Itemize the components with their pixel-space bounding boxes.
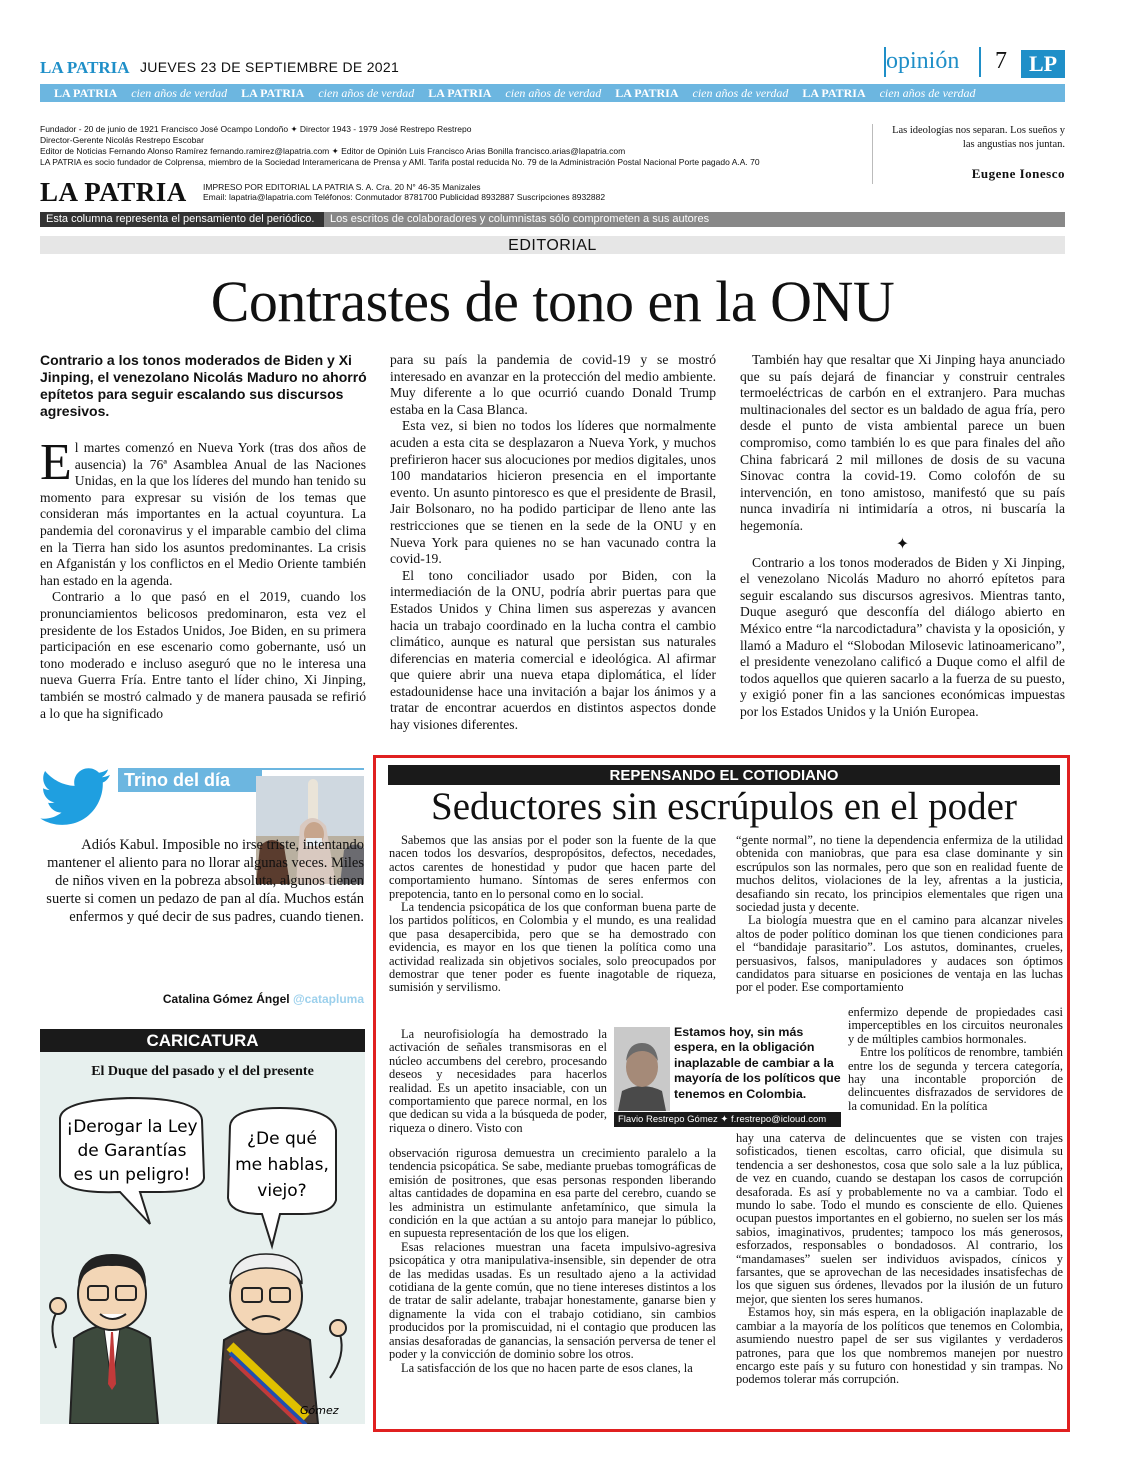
- column-paragraph: Estamos hoy, sin más espera, en la obligación inaplazable de cambiar a la mayoría de los políticos que tenemos en Colombia, asumiendo nuestro papel de ser sus vigilantes y verdaderos patrones, para que los que nombremos manejen por nuestro encargo este país y su futuro con honestidad y sin trampas. No podemos tolerar más corrupción.: [736, 1305, 1063, 1387]
- masthead-director: Director-Gerente Nicolás Restrepo Escobar: [40, 135, 204, 145]
- column-paragraph: observación rigurosa demuestra un crecimiento paralelo a la tendencia psicopática. Se sabe, mediante pruebas tomográficas de emisión de positrones, que esas personas responden liberando altas cantidades de dopamina en esa parte del cerebro, cuando se les administra un estimulante anfetamínico, que simula la condición en la que actúan a su antojo para manejar lo público, en supuesta representación de los que los eligen.: [389, 1146, 716, 1241]
- editorial-column-2: [390, 352, 716, 734]
- bubble-2-line-2: me hablas,: [235, 1155, 329, 1175]
- banner-brand: LA PATRIA: [428, 85, 492, 100]
- centenary-banner: [40, 84, 1065, 102]
- editorial-label: EDITORIAL: [40, 236, 1065, 254]
- caricatura-header: CARICATURA: [40, 1029, 365, 1052]
- column-paragraph: Sabemos que las ansias por el poder son la fuente de la que nacen todos los desvaríos, despropósitos, defectos, necedades, actos carentes de honestidad y pudor que hacen parte del comportamiento humano. Síntomas de seres enfermos con prepotencia, tanto en lo personal como en lo social.: [389, 833, 716, 901]
- column-text-2-wrap: [848, 1006, 1063, 1113]
- trino-text: Adiós Kabul. Imposible no irse triste, intentando mantener el aliento para no llorar algunas veces. Miles de niños viven en la pobreza absoluta, algunos tienen suerte si comen un pedazo de pan al día. Muchos están enfermos y qué decir de sus padres, cuando tienen.: [46, 837, 364, 925]
- masthead-print-info: [203, 182, 605, 202]
- author-photo: [614, 1027, 670, 1116]
- banner-brand: LA PATRIA: [241, 85, 305, 100]
- column-paragraph: enfermizo depende de propiedades casi imperceptibles en los circuitos neuronales y de múltiples cambios hormonales.: [848, 1005, 1063, 1046]
- disclaimer-left: Esta columna representa el pensamiento del periódico.: [40, 212, 324, 227]
- editorial-paragraph: También hay que resaltar que Xi Jinping haya anunciado que su país dejará de financiar y construir centrales termoeléctricas de carbón en el extranjero. Para muchas multinacionales del sector es un baldado de agua fría, pero desde el punto de vista ambiental parece un buen compromiso, como también lo es que para finales del año China fabricará 2 mil millones de dosis de su vacuna Sinovac contra la covid-19. Como colofón de su intervención, en tono amistoso, manifestó que su país nunca invadiría ni intimidaría a otros, ni buscaría la hegemonía.: [740, 352, 1065, 533]
- column-headline: Seductores sin escrúpulos en el poder: [431, 785, 1017, 828]
- masthead-founders: Fundador - 20 de junio de 1921 Francisco José Ocampo Londoño ✦ Director 1943 - 1979 José Restrepo Restrepo: [40, 124, 472, 134]
- header-brand: LA PATRIA: [40, 58, 130, 77]
- lp-logo: LP: [1021, 50, 1065, 78]
- pull-quote: Estamos hoy, sin más espera, en la obligación inaplazable de cambiar a la mayoría de los políticos que tenemos en Colombia.: [674, 1025, 841, 1101]
- editorial-headline: Contrastes de tono en la ONU: [210, 269, 895, 334]
- editorial-paragraph: Contrario a los tonos moderados de Biden y Xi Jinping, el venezolano Nicolás Maduro no ahorró epítetos para seguir escalando sus discursos agresivos. Mientras tanto, Duque aseguró que desconfía del diálogo abierto en México entre “la narcodictadura” chavista y la oposición, y llamó a Maduro el “Slobodan Milosevic latinoamericano”, el presidente venezolano calificó a Duque como el alfil de todos aquellos que quieren sacarlo a la fuerza de su puesto, y exigió poner fin a las sanciones económicas impuestas por los Estados Unidos y la Unión Europea.: [740, 554, 1065, 719]
- column-text-1-wrap: [389, 1028, 607, 1135]
- dropcap: E: [40, 434, 72, 491]
- print-contacts: Email: lapatria@lapatria.com Teléfonos: Conmutador 8781700 Publicidad 8932887 Suscripciones 8932882: [203, 192, 606, 202]
- trino-header: Trino del día: [118, 768, 262, 792]
- column-kicker: REPENSANDO EL COTIODIANO: [388, 765, 1060, 785]
- editorial-paragraph: Esta vez, si bien no todos los líderes que normalmente acuden a esta cita se desplazaron a Nueva York, y muchos prefirieron hacer sus alocuciones por medios digitales, unos 100 mandatarios hicieron presencia en el importante evento. Un asunto pintoresco es que el presidente de Brasil, Jair Bolsonaro, no ha podido participar de lleno ante las restricciones que se tienen en la sede de la ONU y en Nueva York para quienes no se han vacunado contra la covid-19.: [390, 418, 716, 567]
- bubble-1-line-3: es un peligro!: [73, 1165, 191, 1185]
- section-name: opinión: [886, 48, 960, 74]
- cartoonist-signature: Gómez: [300, 1404, 339, 1417]
- masthead-logo: LA PATRIA: [40, 177, 187, 207]
- banner-slogan: cien años de verdad: [879, 85, 976, 100]
- column-paragraph: La satisfacción de los que no hacen parte de esos clanes, la: [401, 1360, 693, 1375]
- editorial-column-1: [40, 434, 366, 722]
- daily-quote: Las ideologías nos separan. Los sueños y las angustias nos juntan.: [892, 125, 1065, 150]
- column-text-2: [736, 834, 1063, 995]
- column-text-1-bottom: [389, 1147, 716, 1375]
- banner-slogan: cien años de verdad: [131, 85, 228, 100]
- editorial-paragraph: El tono conciliador usado por Biden, con la intermediación de la ONU, podría abrir puertas para que Estados Unidos y China limen sus asperezas y avancen hacia un trabajo coordinado en la lucha contra el cambio climático, aunque es natural que persistan sus naturales diferencias en materia comercial e ideológica. Al afirmar que quiere abrir una nueva etapa diplomática, el líder estadounidense hace una invitación a bajar los ánimos y a tratar de encontrar acuerdos en distintos aspectos donde hay visiones diferentes.: [390, 567, 716, 733]
- disclaimer-stripe: [40, 212, 1065, 227]
- editorial-column-3: [740, 352, 1065, 720]
- twitter-bird-icon: [40, 768, 112, 831]
- banner-slogan: cien años de verdad: [318, 85, 415, 100]
- bubble-1-line-1: ¡Derogar la Ley: [66, 1117, 198, 1137]
- page-number: 7: [995, 48, 1007, 74]
- column-text-1: [389, 834, 716, 995]
- bubble-2-line-3: viejo?: [257, 1181, 307, 1201]
- column-paragraph: hay una caterva de delincuentes que se visten con trajes sofisticados, tienen escoltas, carro oficial, que disimula su tendencia a ser deshonestos, cosa que solo sale a la luz pública, de vez en cuando, cuando se destapan los casos de corrupción desaforada. Es así y probablemente no va a cambiar. Todo el mundo lo sabe. Todo el mundo es consciente de ello. Quienes ocupan puestos importantes en el gobierno, no suelen ser los más sabios, imaginativos, prudentes; tampoco los más generosos, esforzados, responsables o bondadosos. Al contrario, los “mandamases” suelen ser individuos avispados, cínicos y farsantes, que se aprovechan de las necesidades insatisfechas de los que siguen sus órdenes, llevados por la ilusión de un futuro mejor, que sienten los seres humanos.: [736, 1131, 1063, 1306]
- banner-slogan: cien años de verdad: [692, 85, 789, 100]
- banner-slogan: cien años de verdad: [505, 85, 602, 100]
- quote-author: Eugene Ionesco: [971, 166, 1065, 181]
- editorial-paragraph: para su país la pandemia de covid-19 y se mostró interesado en avanzar en la protección del medio ambiente. Muy diferente a lo que ocurrió cuando Donald Trump estaba en la Casa Blanca.: [390, 352, 716, 417]
- caricature-illustration: [40, 1088, 365, 1429]
- disclaimer-right: Los escritos de colaboradores y columnistas sólo comprometen a sus autores: [324, 212, 1065, 227]
- banner-brand: LA PATRIA: [802, 85, 866, 100]
- column-paragraph: La tendencia psicopática de los que conforman buena parte de los partidos políticos, en Colombia y el mundo, es una realidad que pasa desapercibida, pero que se ha demostrado con evidencia, es mayor en los que tienen la política como una actividad realizada sin objetivos sociales, solo preocupados por demostrar que tener poder es fuente inagotable de riqueza, sumisión y servilismo.: [389, 900, 716, 995]
- column-text-2-bottom: [736, 1132, 1063, 1387]
- column-paragraph: La biología muestra que en el camino para alcanzar niveles altos de poder político dominan los que tienen condiciones para el “bandidaje parasitario”. Los astutos, dominantes, crueles, persuasivos, falsos, manipuladores y audaces son óptimos candidatos para situarse en posiciones de ventaja en las luchas por el poder. Ese comportamiento: [736, 913, 1063, 995]
- column-byline[interactable]: Flavio Restrepo Gómez ✦ f.restrepo@icloud.com: [614, 1112, 841, 1127]
- column-paragraph: “gente normal”, no tiene la dependencia enfermiza de la utilidad obtenida con maniobras, que para esa clase dominante y sin escrúpulos son las normales, pero que son en realidad fuente de muchos delitos, violaciones de la ley, afrentas a la justicia, desafiando sin recato, los principios elementales que rigen una sociedad justa y decente.: [736, 833, 1063, 915]
- trino-author-name: Catalina Gómez Ángel: [162, 992, 290, 1006]
- column-paragraph: La neurofisiología ha demostrado la activación de señales transmisoras en el núcleo accumbens del cerebro, procesando deseos y necesidades para hacerlos realidad. Es un apetito insaciable, con un comportamiento que parece normal, en los que dedican su vida a la búsqueda de poder, riqueza o dinero. Visto con: [389, 1027, 607, 1135]
- banner-brand: LA PATRIA: [54, 85, 118, 100]
- banner-brand: LA PATRIA: [615, 85, 679, 100]
- header-divider: [979, 47, 981, 77]
- column-paragraph: Esas relaciones muestran una faceta impulsivo-agresiva psicopática y otra manipulativa-insensible, sin depender de otra de las medidas usadas. Es un resultado ajeno a la actividad cotidiana de la gente común, que no tiene intereses distintos a los de tratar de salir adelante, trabajar honestamente, ganarse bien y dignamente la vida con el trabajo cotidiano, sin cambios producidos por la promiscuidad, ni el contagio que producen las ansias desaforadas de ganancias, la sensación perversa de tener el poder y la convicción de dominio sobre los otros.: [389, 1239, 716, 1362]
- editorial-lead: Contrario a los tonos moderados de Biden y Xi Jinping, el venezolano Nicolás Maduro no ahorró epítetos para seguir escalando sus discursos agresivos.: [40, 352, 367, 419]
- column-paragraph: Entre los políticos de renombre, también entre los de segunda y tercera categoría, hay una incontable proporción de delincuentes disfrazados de servidores de la comunidad. En la política: [848, 1045, 1063, 1113]
- editorial-paragraph: l martes comenzó en Nueva York (tras dos años de ausencia) la 76ª Asamblea Anual de las Naciones Unidas, en la que los líderes del mundo han tenido su momento para expresar su visión de los temas que consideran más importantes en la actual coyuntura. La pandemia del coronavirus y el imparable cambio del clima en la Tierra han sido los asuntos predominantes. La crisis en Afganistán y los conflictos en el Medio Oriente también han estado en la agenda.: [40, 440, 366, 588]
- diamond-separator-icon: ✦: [895, 535, 910, 553]
- quote-divider: [872, 124, 873, 184]
- print-address: IMPRESO POR EDITORIAL LA PATRIA S. A. Cra. 20 N° 46-35 Manizales: [203, 182, 481, 192]
- masthead-editors: Editor de Noticias Fernando Alonso Ramírez fernando.ramirez@lapatria.com ✦ Editor de Opinión Luis Francisco Arias Bonilla francisco.arias@lapatria.com: [40, 146, 626, 156]
- header-date: JUEVES 23 DE SEPTIEMBRE DE 2021: [140, 59, 400, 75]
- trino-rule: [256, 768, 364, 770]
- masthead-legal: LA PATRIA es socio fundador de Colprensa, miembro de la Sociedad Interamericana de Prensa y AMI. Tarifa postal reducida No. 79 de la Administración Postal Nacional Porte pagado A.A. 70: [40, 157, 760, 167]
- editorial-paragraph: Contrario a lo que pasó en el 2019, cuando los pronunciamientos belicosos predominaron, esta vez el presidente de los Estados Unidos, Joe Biden, en su primera participación en ese escenario como gobernante, usó un tono moderado e incluso aseguró que no le interesa una nueva Guerra Fría. Entre tanto el líder chino, Xi Jinping, también se mostró calmado y de manera pausada se refirió a lo que ha significado: [40, 589, 366, 721]
- bubble-1-line-2: de Garantías: [77, 1141, 187, 1161]
- bubble-2-line-1: ¿De qué: [246, 1129, 318, 1149]
- caricatura-title: El Duque del pasado y el del presente: [91, 1064, 314, 1079]
- trino-handle[interactable]: @catapluma: [292, 992, 364, 1006]
- trino-author: [40, 992, 364, 1006]
